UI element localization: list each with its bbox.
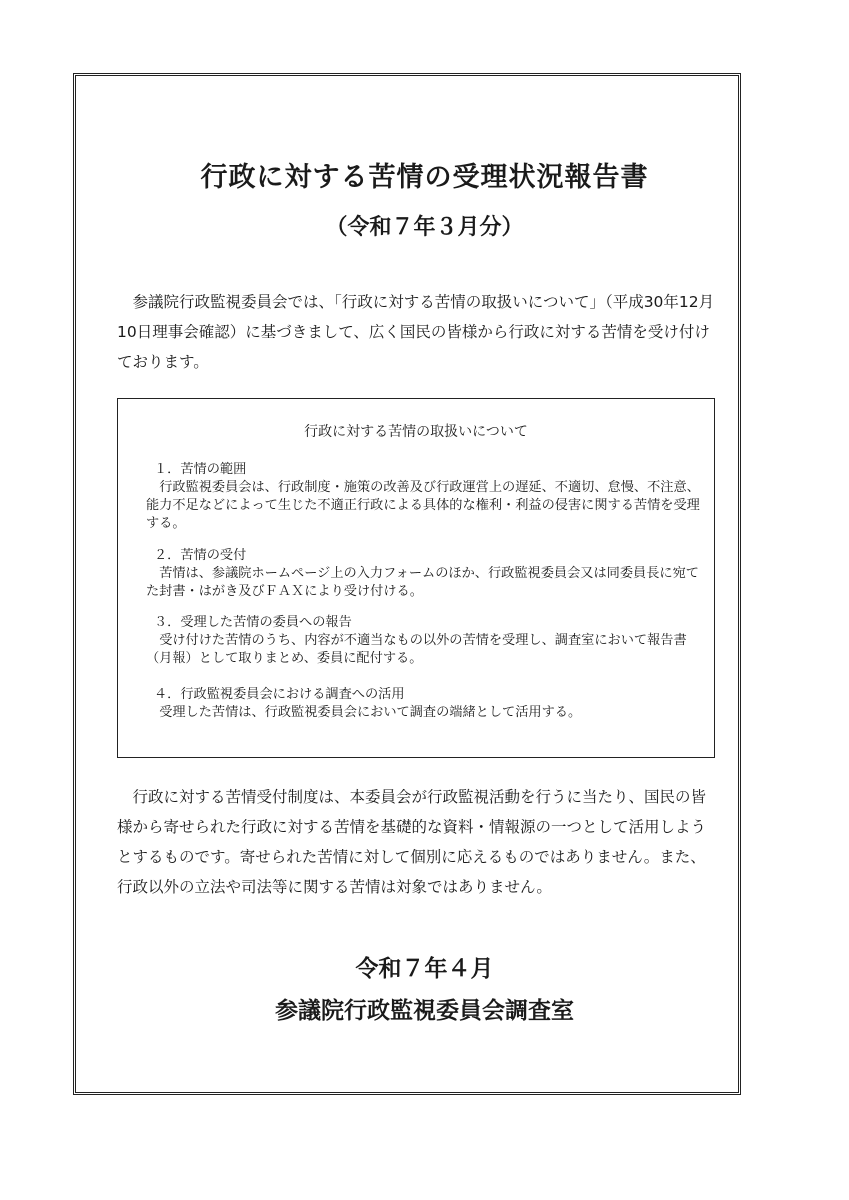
rule-heading: ２．苦情の受付 [154, 548, 247, 563]
document-title: 行政に対する苦情の受理状況報告書 [200, 162, 649, 193]
rules-box [117, 398, 715, 758]
signature-organization: 参議院行政監視委員会調査室 [275, 998, 574, 1024]
rules-box-title: 行政に対する苦情の取扱いについて [304, 424, 528, 440]
rule-item-reception [146, 547, 701, 601]
rule-heading: ３．受理した苦情の委員への報告 [154, 615, 352, 630]
document-subtitle: （令和７年３月分） [325, 215, 524, 240]
rule-body: 受理した苦情は、行政監視委員会において調査の端緒として活用する。 [159, 705, 582, 720]
rule-item-usage [146, 686, 701, 722]
rule-body: 行政監視委員会は、行政制度・施策の改善及び行政運営上の遅延、不適切、怠慢、不注意、能力不足などによって生じた不適正行政による具体的な権利・利益の侵害に関する苦情を受理する。 [146, 480, 700, 531]
rule-heading: ４．行政監視委員会における調査への活用 [154, 687, 405, 702]
rule-item-report [146, 614, 701, 668]
rule-heading: １．苦情の範囲 [154, 462, 247, 477]
rule-item-scope [146, 461, 701, 533]
signature-date: 令和７年４月 [355, 956, 494, 982]
rule-body: 受け付けた苦情のうち、内容が不適当なもの以外の苦情を受理し、調査室において報告書（月報）として取りまとめ、委員に配付する。 [146, 633, 687, 666]
closing-paragraph: 行政に対する苦情受付制度は、本委員会が行政監視活動を行うに当たり、国民の皆様から寄せられた行政に対する苦情を基礎的な資料・情報源の一つとして活用しようとするものです。寄せられた苦情に対して個別に応えるものではありません。また、行政以外の立法や司法等に関する苦情は対象ではありません。 [117, 788, 707, 896]
intro-paragraph: 参議院行政監視委員会では、「行政に対する苦情の取扱いについて」（平成30年12月10日理事会確認）に基づきまして、広く国民の皆様から行政に対する苦情を受け付けております。 [117, 293, 715, 371]
rule-body: 苦情は、参議院ホームページ上の入力フォームのほか、行政監視委員会又は同委員長に宛てた封書・はがき及びＦＡＸにより受け付ける。 [146, 566, 699, 599]
